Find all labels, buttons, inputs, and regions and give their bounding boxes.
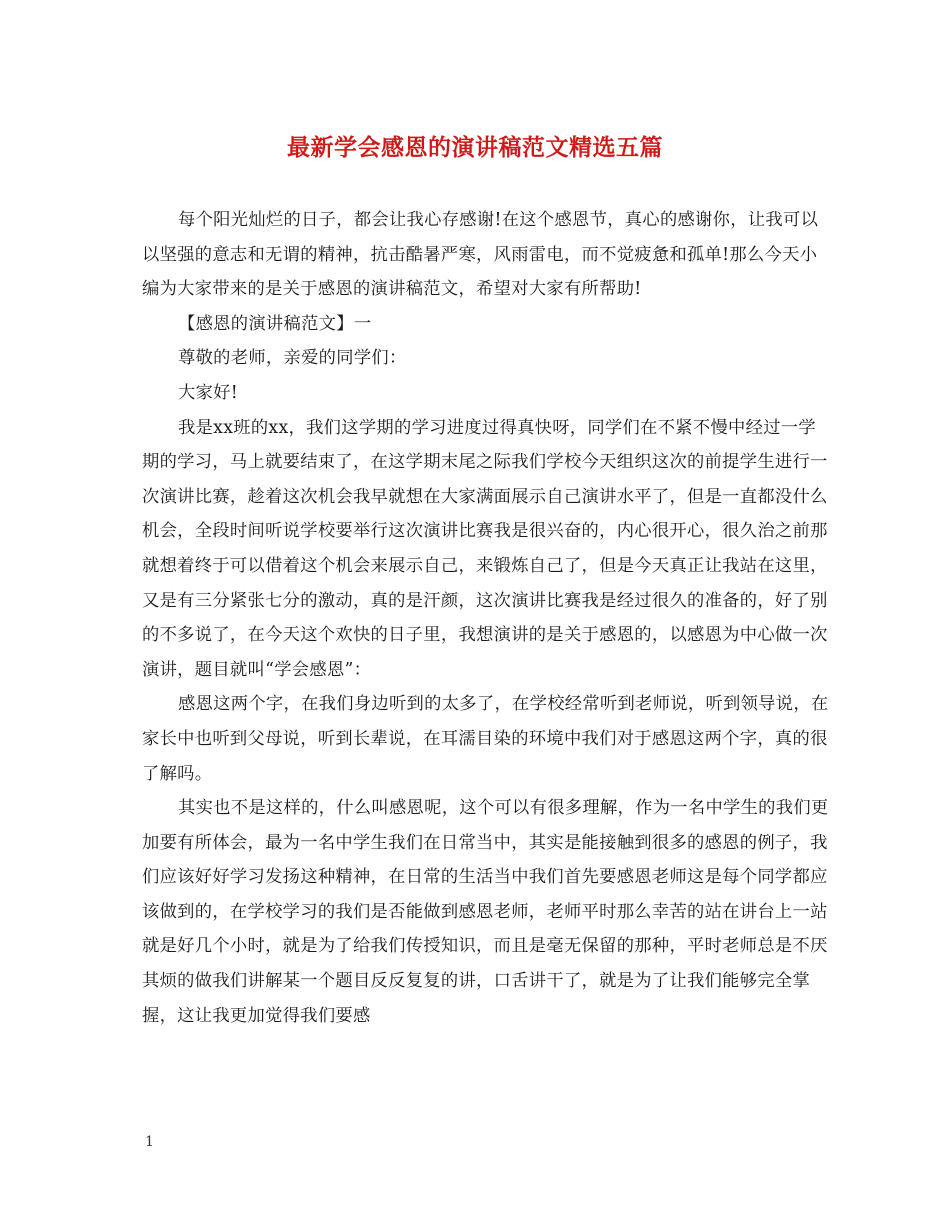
section-heading: 【感恩的演讲稿范文】一 [178,313,372,334]
document-body [142,203,832,1033]
paragraph-greeting: 大家好! [178,382,238,403]
document-title: 最新学会感恩的演讲稿范文精选五篇 [287,134,663,161]
paragraph-salutation: 尊敬的老师，亲爱的同学们： [178,348,407,369]
page-number: 1 [145,1134,154,1150]
paragraph-speech-1: 我是xx班的xx，我们这学期的学习进度过得真快呀，同学们在不紧不慢中经过一学期的学习，马上就要结束了，在这学期末尾之际我们学校今天组织这次的前提学生进行一次演讲比赛，趁着这次机会我早就想在大家满面展示自己演讲水平了，但是一直都没什么机会，全段时间听说学校要举行这次演讲比赛我是很兴奋的，内心很开心，很久治之前那就想着终于可以借着这个机会来展示自己，来锻炼自己了，但是今天真正让我站在这里，又是有三分紧张七分的激动，真的是汗颜，这次演讲比赛我是经过很久的准备的，好了别的不多说了，在今天这个欢快的日子里，我想演讲的是关于感恩的，以感恩为中心做一次演讲，题目就叫“学会感恩”： [142,417,828,680]
paragraph-speech-2: 感恩这两个字，在我们身边听到的太多了，在学校经常听到老师说，听到领导说，在家长中也听到父母说，听到长辈说，在耳濡目染的环境中我们对于感恩这两个字，真的很了解吗。 [142,694,829,784]
paragraph-intro: 每个阳光灿烂的日子，都会让我心存感谢!在这个感恩节，真心的感谢你，让我可以以坚强的意志和无谓的精神，抗击酷暑严寒，风雨雷电，而不觉疲惫和孤单!那么今天小编为大家带来的是关于感恩的演讲稿范文，希望对大家有所帮助! [142,210,819,300]
paragraph-speech-3: 其实也不是这样的，什么叫感恩呢，这个可以有很多理解，作为一名中学生的我们更加要有所体会，最为一名中学生我们在日常当中，其实是能接触到很多的感恩的例子，我们应该好好学习发扬这种精神，在日常的生活当中我们首先要感恩老师这是每个同学都应该做到的，在学校学习的我们是否能做到感恩老师，老师平时那么幸苦的站在讲台上一站就是好几个小时，就是为了给我们传授知识，而且是毫无保留的那种，平时老师总是不厌其烦的做我们讲解某一个题目反反复复的讲，口舌讲干了，就是为了让我们能够完全掌握，这让我更加觉得我们要感 [142,798,829,1026]
